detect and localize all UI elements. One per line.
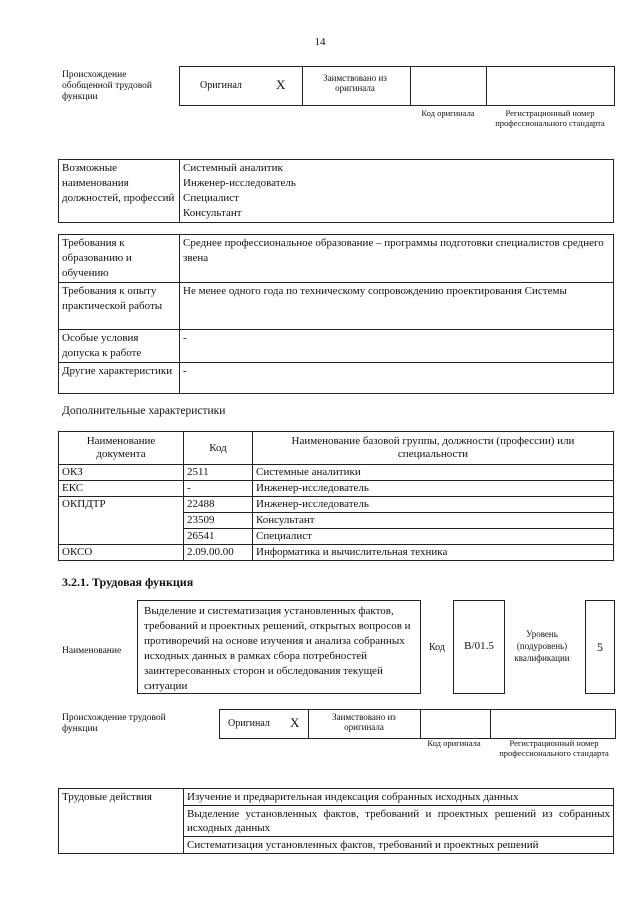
origin-divider (420, 710, 421, 738)
function-heading: 3.2.1. Трудовая функция (62, 575, 194, 589)
column-header: Наименование документа (59, 432, 184, 465)
name-cell: Информатика и вычислительная техника (253, 545, 614, 561)
requirement-label: Другие характеристики (59, 363, 180, 394)
code-original-caption: Код оригинала (427, 738, 481, 748)
labor-action: Систематизация установленных фактов, требований и проектных решений (184, 837, 614, 854)
origin-box (179, 66, 615, 106)
table-row (59, 481, 614, 497)
doc-cell: ОКСО (59, 545, 184, 561)
requirement-label: Особые условия допуска к работе (59, 330, 180, 363)
requirement-value: Не менее одного года по техническому сопровождению проектирования Системы (180, 283, 614, 330)
code-cell: 2511 (184, 465, 253, 481)
original-label: Оригинал (200, 80, 242, 91)
reg-number-caption: Регистрационный номер профессионального стандарта (495, 108, 605, 128)
origin-label: Происхождение трудовой функции (62, 713, 166, 734)
origin-divider (490, 710, 491, 738)
requirement-value: - (180, 363, 614, 394)
name-cell: Инженер-исследователь (253, 497, 614, 513)
origin-box (219, 709, 616, 739)
name-cell: Специалист (253, 529, 614, 545)
function-name-box (137, 600, 421, 694)
origin-divider (486, 67, 487, 105)
function-code-box (453, 600, 505, 694)
reg-number-caption: Регистрационный номер профессионального стандарта (499, 738, 609, 758)
job-name: Системный аналитик (183, 162, 283, 174)
job-name: Специалист (183, 192, 239, 204)
origin-divider (302, 67, 303, 105)
original-mark: X (276, 77, 286, 92)
requirement-label: Требования к опыту практической работы (59, 283, 180, 330)
name-cell: Консультант (253, 513, 614, 529)
table-row (59, 545, 614, 561)
table-row (59, 283, 614, 330)
additional-heading: Дополнительные характеристики (62, 405, 226, 417)
qualification-level-label: Уровень (подуровень) квалификации (514, 629, 570, 663)
job-name: Консультант (183, 207, 242, 219)
requirement-label: Требования к образованию и обучению (59, 235, 180, 283)
job-names-label: Возможные наименования должностей, профессий (59, 160, 180, 223)
doc-cell: ЕКС (59, 481, 184, 497)
origin-divider (308, 710, 309, 738)
table-row (59, 789, 614, 806)
table-row (59, 465, 614, 481)
page-number: 14 (314, 36, 326, 48)
function-code-label: Код (429, 642, 445, 653)
table-header-row (59, 432, 614, 465)
doc-cell: ОКЗ (59, 465, 184, 481)
requirement-value: - (180, 330, 614, 363)
table-row (59, 330, 614, 363)
function-name-label: Наименование (62, 646, 122, 656)
requirements-table (58, 234, 614, 394)
labor-actions-table (58, 788, 614, 854)
job-names-values (180, 160, 614, 223)
code-cell: 26541 (184, 529, 253, 545)
code-cell: - (184, 481, 253, 497)
doc-cell: ОКПДТР (59, 497, 184, 545)
additional-table (58, 431, 614, 561)
function-code-value: B/01.5 (464, 640, 494, 652)
labor-action: Выделение установленных фактов, требований и проектных решений из собранных исходных данных (184, 806, 614, 837)
origin-label: Происхождение обобщенной трудовой функции (62, 70, 152, 102)
column-header: Код (184, 432, 253, 465)
borrowed-label: Заимствовано из оригинала (332, 712, 396, 732)
labor-action: Изучение и предварительная индексация собранных исходных данных (184, 789, 614, 806)
origin-divider (410, 67, 411, 105)
code-cell: 22488 (184, 497, 253, 513)
requirement-value: Среднее профессиональное образование – программы подготовки специалистов среднего звена (180, 235, 614, 283)
job-names-table (58, 159, 614, 223)
borrowed-label: Заимствовано из оригинала (323, 73, 387, 93)
table-row (59, 235, 614, 283)
code-cell: 23509 (184, 513, 253, 529)
qualification-level-value: 5 (597, 640, 603, 654)
function-name-value: Выделение и систематизация установленных фактов, требований и проектных решений, открытых вопросов и противоречий на основе изучения и анализа собранных исходных данных в рамках сбора потребностей заинтересованных сторон и обследования текущей ситуации (144, 605, 411, 692)
original-label: Оригинал (228, 718, 270, 729)
name-cell: Инженер-исследователь (253, 481, 614, 497)
code-original-caption: Код оригинала (421, 108, 475, 118)
job-name: Инженер-исследователь (183, 177, 296, 189)
column-header: Наименование базовой группы, должности (профессии) или специальности (253, 432, 614, 465)
code-cell: 2.09.00.00 (184, 545, 253, 561)
labor-actions-label: Трудовые действия (59, 789, 184, 854)
table-row (59, 497, 614, 513)
original-mark: X (290, 715, 300, 730)
name-cell: Системные аналитики (253, 465, 614, 481)
table-row (59, 363, 614, 394)
qualification-level-box (585, 600, 615, 694)
